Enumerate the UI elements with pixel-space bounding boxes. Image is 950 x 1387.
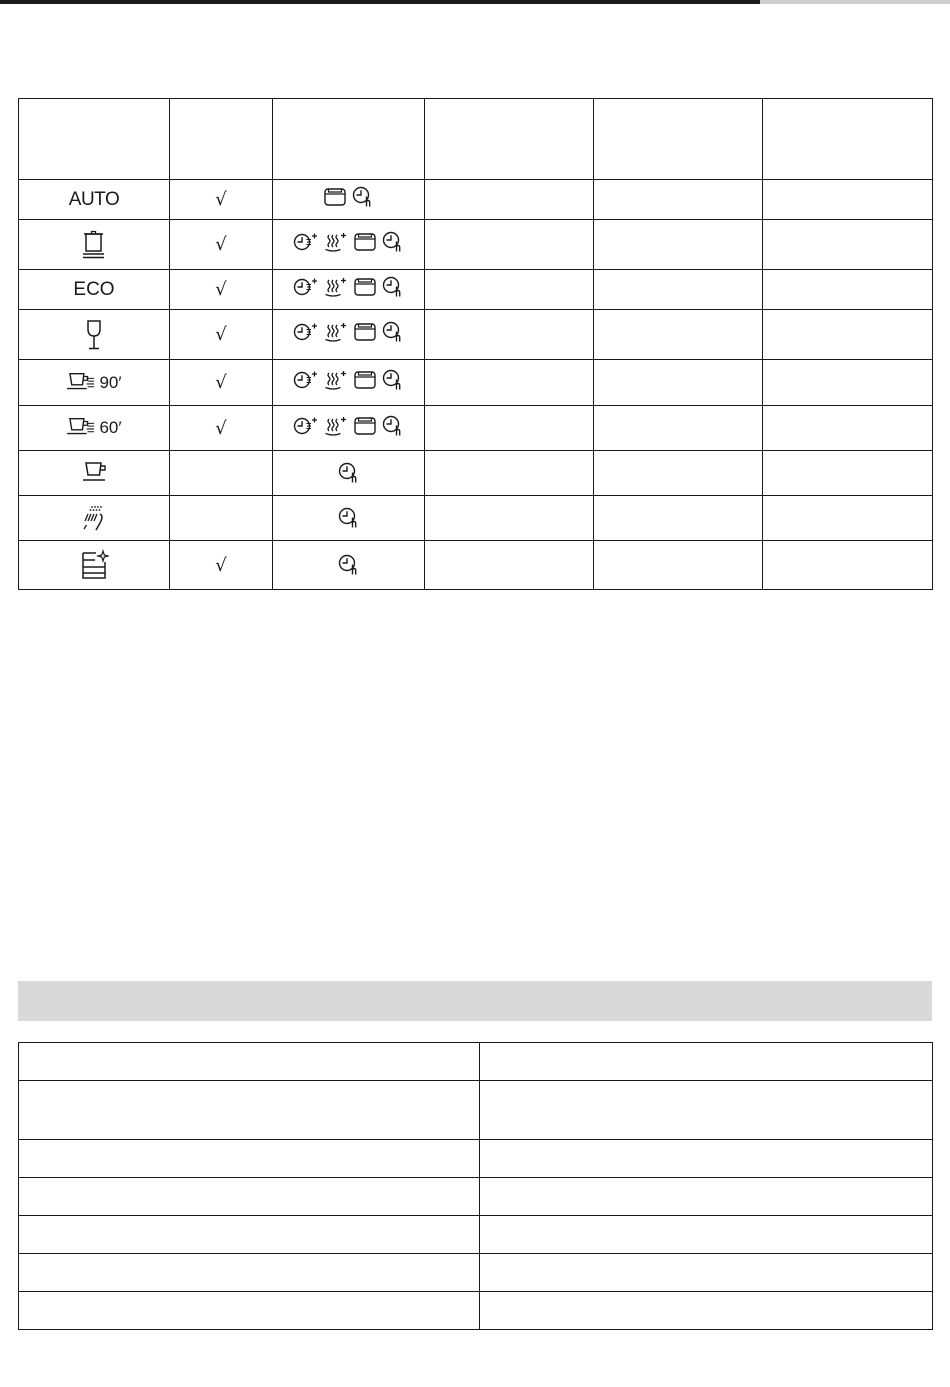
delay-start-clock-icon — [382, 415, 404, 437]
check-cell — [170, 310, 273, 360]
program-cell — [19, 406, 170, 451]
header-cell-program — [19, 99, 170, 180]
check-cell — [170, 360, 273, 406]
empty-cell — [763, 496, 933, 541]
program-cell — [19, 270, 170, 310]
options-cell — [273, 406, 425, 451]
check-mark: √ — [215, 234, 227, 255]
table-row-quick60 — [19, 406, 933, 451]
cup-quick-60-icon — [66, 415, 98, 441]
table-row-machine-care — [19, 541, 933, 590]
extra-dry-icon — [324, 231, 348, 253]
empty-cell — [425, 220, 594, 270]
info-cell-value — [480, 1216, 933, 1254]
table-header-row — [19, 99, 933, 180]
delay-start-clock-icon — [352, 186, 374, 208]
empty-cell — [594, 451, 763, 496]
table-row-eco — [19, 270, 933, 310]
empty-cell — [763, 180, 933, 220]
delay-start-clock-icon — [382, 231, 404, 253]
cup-quick-90-icon — [66, 370, 98, 396]
machine-care-icon — [79, 549, 109, 581]
header-cell-col5 — [594, 99, 763, 180]
info-cell-label — [19, 1216, 480, 1254]
info-row — [19, 1216, 933, 1254]
info-row — [19, 1178, 933, 1216]
empty-cell — [425, 451, 594, 496]
info-cell-label — [19, 1081, 480, 1140]
options-cell — [273, 541, 425, 590]
delay-start-clock-icon — [382, 369, 404, 391]
empty-cell — [425, 270, 594, 310]
check-mark: √ — [215, 324, 227, 345]
info-cell-value — [480, 1081, 933, 1140]
half-load-icon — [353, 415, 377, 437]
info-row — [19, 1140, 933, 1178]
delay-start-clock-icon — [338, 507, 360, 529]
empty-cell — [594, 360, 763, 406]
check-mark: √ — [215, 189, 227, 210]
clock-plus-icon — [293, 369, 319, 391]
half-load-icon — [353, 231, 377, 253]
info-row — [19, 1043, 933, 1081]
empty-cell — [594, 180, 763, 220]
extra-dry-icon — [324, 276, 348, 298]
delay-start-clock-icon — [338, 554, 360, 576]
delay-start-clock-icon — [382, 321, 404, 343]
empty-cell — [594, 406, 763, 451]
check-cell — [170, 406, 273, 451]
empty-cell — [763, 360, 933, 406]
quick90-label: 90′ — [99, 372, 122, 392]
empty-cell — [594, 270, 763, 310]
info-row — [19, 1292, 933, 1330]
check-cell — [170, 180, 273, 220]
delay-start-clock-icon — [382, 276, 404, 298]
info-cell-value — [480, 1043, 933, 1081]
program-cell — [19, 360, 170, 406]
header-cell-col6 — [763, 99, 933, 180]
check-cell — [170, 270, 273, 310]
top-rule-dark — [0, 0, 760, 4]
empty-cell — [425, 310, 594, 360]
check-cell — [170, 220, 273, 270]
options-cell — [273, 310, 425, 360]
top-rule — [0, 0, 950, 4]
check-cell — [170, 451, 273, 496]
extra-dry-icon — [324, 369, 348, 391]
extra-dry-icon — [324, 321, 348, 343]
info-row — [19, 1081, 933, 1140]
header-cell-options — [273, 99, 425, 180]
options-cell — [273, 451, 425, 496]
empty-cell — [763, 406, 933, 451]
empty-cell — [594, 496, 763, 541]
extra-dry-icon — [324, 415, 348, 437]
empty-cell — [594, 220, 763, 270]
options-cell — [273, 360, 425, 406]
empty-cell — [763, 220, 933, 270]
header-cell-check — [170, 99, 273, 180]
check-mark: √ — [215, 554, 227, 576]
check-mark: √ — [215, 417, 227, 439]
eco-text-icon: ECO — [73, 278, 115, 300]
info-cell-value — [480, 1292, 933, 1330]
info-cell-label — [19, 1178, 480, 1216]
program-cell — [19, 451, 170, 496]
program-cell — [19, 496, 170, 541]
empty-cell — [425, 406, 594, 451]
rinse-spray-icon — [80, 504, 108, 532]
info-cell-label — [19, 1043, 480, 1081]
empty-cell — [763, 270, 933, 310]
empty-cell — [763, 541, 933, 590]
check-cell — [170, 496, 273, 541]
empty-cell — [594, 541, 763, 590]
options-cell — [273, 220, 425, 270]
check-mark: √ — [215, 279, 227, 300]
half-load-icon — [353, 369, 377, 391]
cup-on-tray-icon — [80, 459, 108, 487]
wine-glass-icon — [85, 319, 103, 351]
top-rule-light — [760, 0, 950, 4]
program-cell — [19, 310, 170, 360]
clock-plus-icon — [293, 276, 319, 298]
table-row-quick90 — [19, 360, 933, 406]
info-cell-label — [19, 1292, 480, 1330]
clock-plus-icon — [293, 231, 319, 253]
table-row-pots — [19, 220, 933, 270]
options-cell — [273, 180, 425, 220]
empty-cell — [425, 180, 594, 220]
program-table — [18, 98, 933, 590]
info-cell-value — [480, 1254, 933, 1292]
info-cell-value — [480, 1178, 933, 1216]
half-load-icon — [323, 186, 347, 208]
table-row-quick — [19, 451, 933, 496]
empty-cell — [425, 496, 594, 541]
header-cell-col4 — [425, 99, 594, 180]
table-row-rinse — [19, 496, 933, 541]
program-cell — [19, 180, 170, 220]
clock-plus-icon — [293, 321, 319, 343]
info-cell-label — [19, 1254, 480, 1292]
empty-cell — [763, 310, 933, 360]
program-cell — [19, 220, 170, 270]
quick60-label: 60′ — [99, 418, 122, 437]
empty-cell — [425, 360, 594, 406]
info-row — [19, 1254, 933, 1292]
options-cell — [273, 496, 425, 541]
delay-start-clock-icon — [338, 462, 360, 484]
check-mark: √ — [215, 372, 227, 393]
info-cell-label — [19, 1140, 480, 1178]
table-row-auto — [19, 180, 933, 220]
info-cell-value — [480, 1140, 933, 1178]
empty-cell — [425, 541, 594, 590]
pot-on-tray-icon — [81, 229, 107, 261]
empty-cell — [763, 451, 933, 496]
half-load-icon — [353, 276, 377, 298]
options-cell — [273, 270, 425, 310]
clock-plus-icon — [293, 415, 319, 437]
half-load-icon — [353, 321, 377, 343]
program-cell — [19, 541, 170, 590]
section-header-bar — [18, 981, 932, 1021]
info-table — [18, 1042, 933, 1330]
auto-text-icon: AUTO — [68, 188, 120, 210]
table-row-glass — [19, 310, 933, 360]
check-cell — [170, 541, 273, 590]
empty-cell — [594, 310, 763, 360]
